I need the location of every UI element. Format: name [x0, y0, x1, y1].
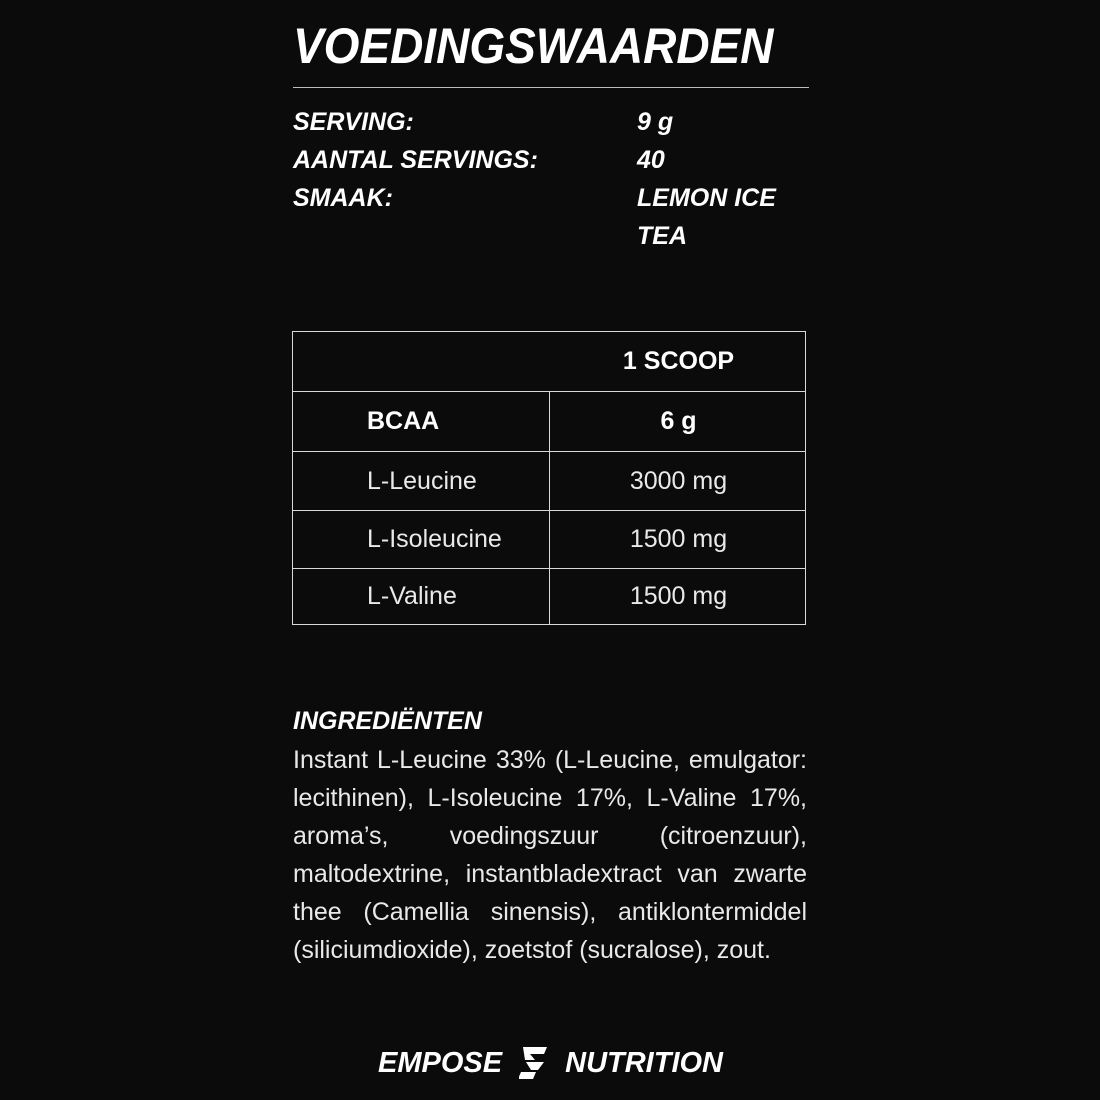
ingredients-title: INGREDIËNTEN	[293, 707, 482, 735]
table-header-row	[293, 332, 805, 391]
brand-logo	[378, 1043, 723, 1083]
title-divider	[293, 87, 809, 88]
brand-name-left: EMPOSE	[378, 1046, 503, 1079]
info-row-servings-count	[293, 141, 809, 179]
info-row-flavor	[293, 179, 809, 255]
row-amount: 1500 mg	[629, 525, 728, 553]
brand-name-right: NUTRITION	[565, 1046, 723, 1079]
table-row	[293, 510, 805, 568]
product-info	[293, 103, 809, 255]
table-row	[293, 451, 805, 510]
ingredients-text: Instant L-Leucine 33% (L-Leucine, emulgator: lecithinen), L-Isoleucine 17%, L-Valine 17%, aroma’s, voedingszuur (citroenzuur), maltodextrine, instantbladextract van zwarte thee (Camellia sinensis), antiklontermiddel (siliciumdioxide), zoetstof (sucralose), zout.	[293, 746, 807, 964]
row-name: L-Valine	[293, 569, 550, 624]
info-label: SMAAK:	[293, 184, 393, 212]
info-value: 9 g	[637, 108, 674, 136]
table-row	[293, 568, 805, 624]
info-label: AANTAL SERVINGS:	[293, 146, 538, 174]
row-amount: 6 g	[660, 407, 697, 435]
page-title: VOEDINGSWAARDEN	[293, 18, 774, 74]
row-amount: 1500 mg	[629, 582, 728, 610]
row-name: L-Leucine	[293, 452, 550, 510]
info-value: 40	[637, 146, 665, 174]
nutrition-table	[292, 331, 806, 625]
info-label: SERVING:	[293, 108, 414, 136]
column-header: 1 SCOOP	[622, 347, 735, 375]
row-amount: 3000 mg	[629, 466, 728, 495]
table-row	[293, 391, 805, 451]
info-value: LEMON ICE TEA	[637, 184, 776, 250]
empose-logo-icon	[519, 1045, 549, 1081]
row-name: L-Isoleucine	[293, 511, 550, 568]
info-row-serving	[293, 103, 809, 141]
row-name: BCAA	[293, 392, 550, 451]
